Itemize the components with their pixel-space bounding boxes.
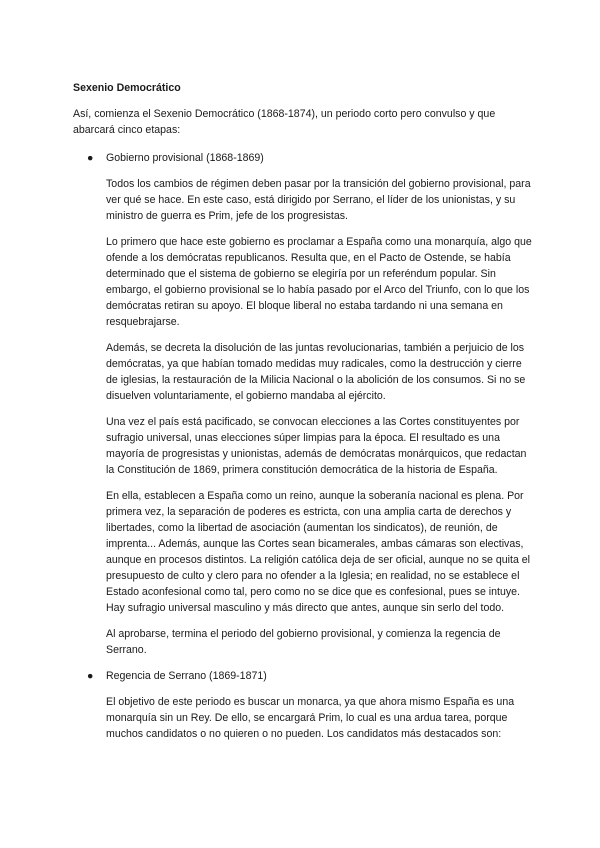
section-heading-text: Gobierno provisional (1868-1869): [106, 152, 264, 164]
bullet-icon: ●: [87, 670, 94, 682]
paragraph: Todos los cambios de régimen deben pasar por la transición del gobierno provisional, para ver qué se hace. En este caso, está dirigido por Serrano, el líder de los unionistas, y su ministro de guerra es Prim, jefe de los progresistas.: [106, 178, 531, 222]
section-heading-text: Regencia de Serrano (1869-1871): [106, 670, 267, 682]
section-heading-regencia-serrano: [73, 668, 533, 684]
document-title: Sexenio Democrático: [73, 82, 181, 94]
paragraph: Además, se decreta la disolución de las juntas revolucionarias, también a perjuicio de los demócratas, ya que habían tomado medidas muy radicales, como la destrucción y cierre de iglesias, la restauración de la Milicia Nacional o la abolición de los consumos. Si no se disuelven voluntariamente, el gobierno mandaba al ejército.: [106, 342, 526, 402]
intro-paragraph: Así, comienza el Sexenio Democrático (1868-1874), un periodo corto pero convulso y que abarcará cinco etapas:: [73, 108, 496, 136]
paragraph: Al aprobarse, termina el periodo del gobierno provisional, y comienza la regencia de Serrano.: [106, 628, 501, 656]
paragraph: Una vez el país está pacificado, se convocan elecciones a las Cortes constituyentes por sufragio universal, unas elecciones súper limpias para la época. El resultado es una mayoría de progresistas y unionistas, además de demócratas monárquicos, que redactan la Constitución de 1869, primera constitución democrática de la historia de España.: [106, 416, 527, 476]
paragraph: Lo primero que hace este gobierno es proclamar a España como una monarquía, algo que ofende a los demócratas republicanos. Resulta que, en el Pacto de Ostende, se había determinado que el sistema de gobierno se elegiría por un referéndum popular. Sin embargo, el gobierno provisional se lo había pasado por el Arco del Triunfo, con lo que los demócratas retiran su apoyo. El bloque liberal no estaba tardando ni una semana en resquebrajarse.: [106, 236, 532, 328]
document-content: [73, 80, 533, 752]
bullet-icon: ●: [87, 152, 94, 164]
paragraph: En ella, establecen a España como un reino, aunque la soberanía nacional es plena. Por primera vez, la separación de poderes es estricta, con una amplia carta de derechos y libertades, como la libertad de asociación (aumentan los sindicatos), de reunión, de imprenta... Además, aunque las Cortes sean bicamerales, ambas cámaras son electivas, aunque en procesos distintos. La religión católica deja de ser oficial, aunque no se quita el presupuesto de culto y clero para no ofender a la Iglesia; en realidad, no se establece el Estado aconfesional como tal, pero como no se dice que es confesional, pues se intuye. Hay sufragio universal masculino y más directo que antes, aunque sin serlo del todo.: [106, 490, 531, 614]
section-heading-gobierno-provisional: [73, 150, 533, 166]
paragraph: El objetivo de este periodo es buscar un monarca, ya que ahora mismo España es una monarquía sin un Rey. De ello, se encargará Prim, lo cual es una ardua tarea, porque muchos candidatos o no quieren o no pueden. Los candidatos más destacados son:: [106, 696, 515, 740]
